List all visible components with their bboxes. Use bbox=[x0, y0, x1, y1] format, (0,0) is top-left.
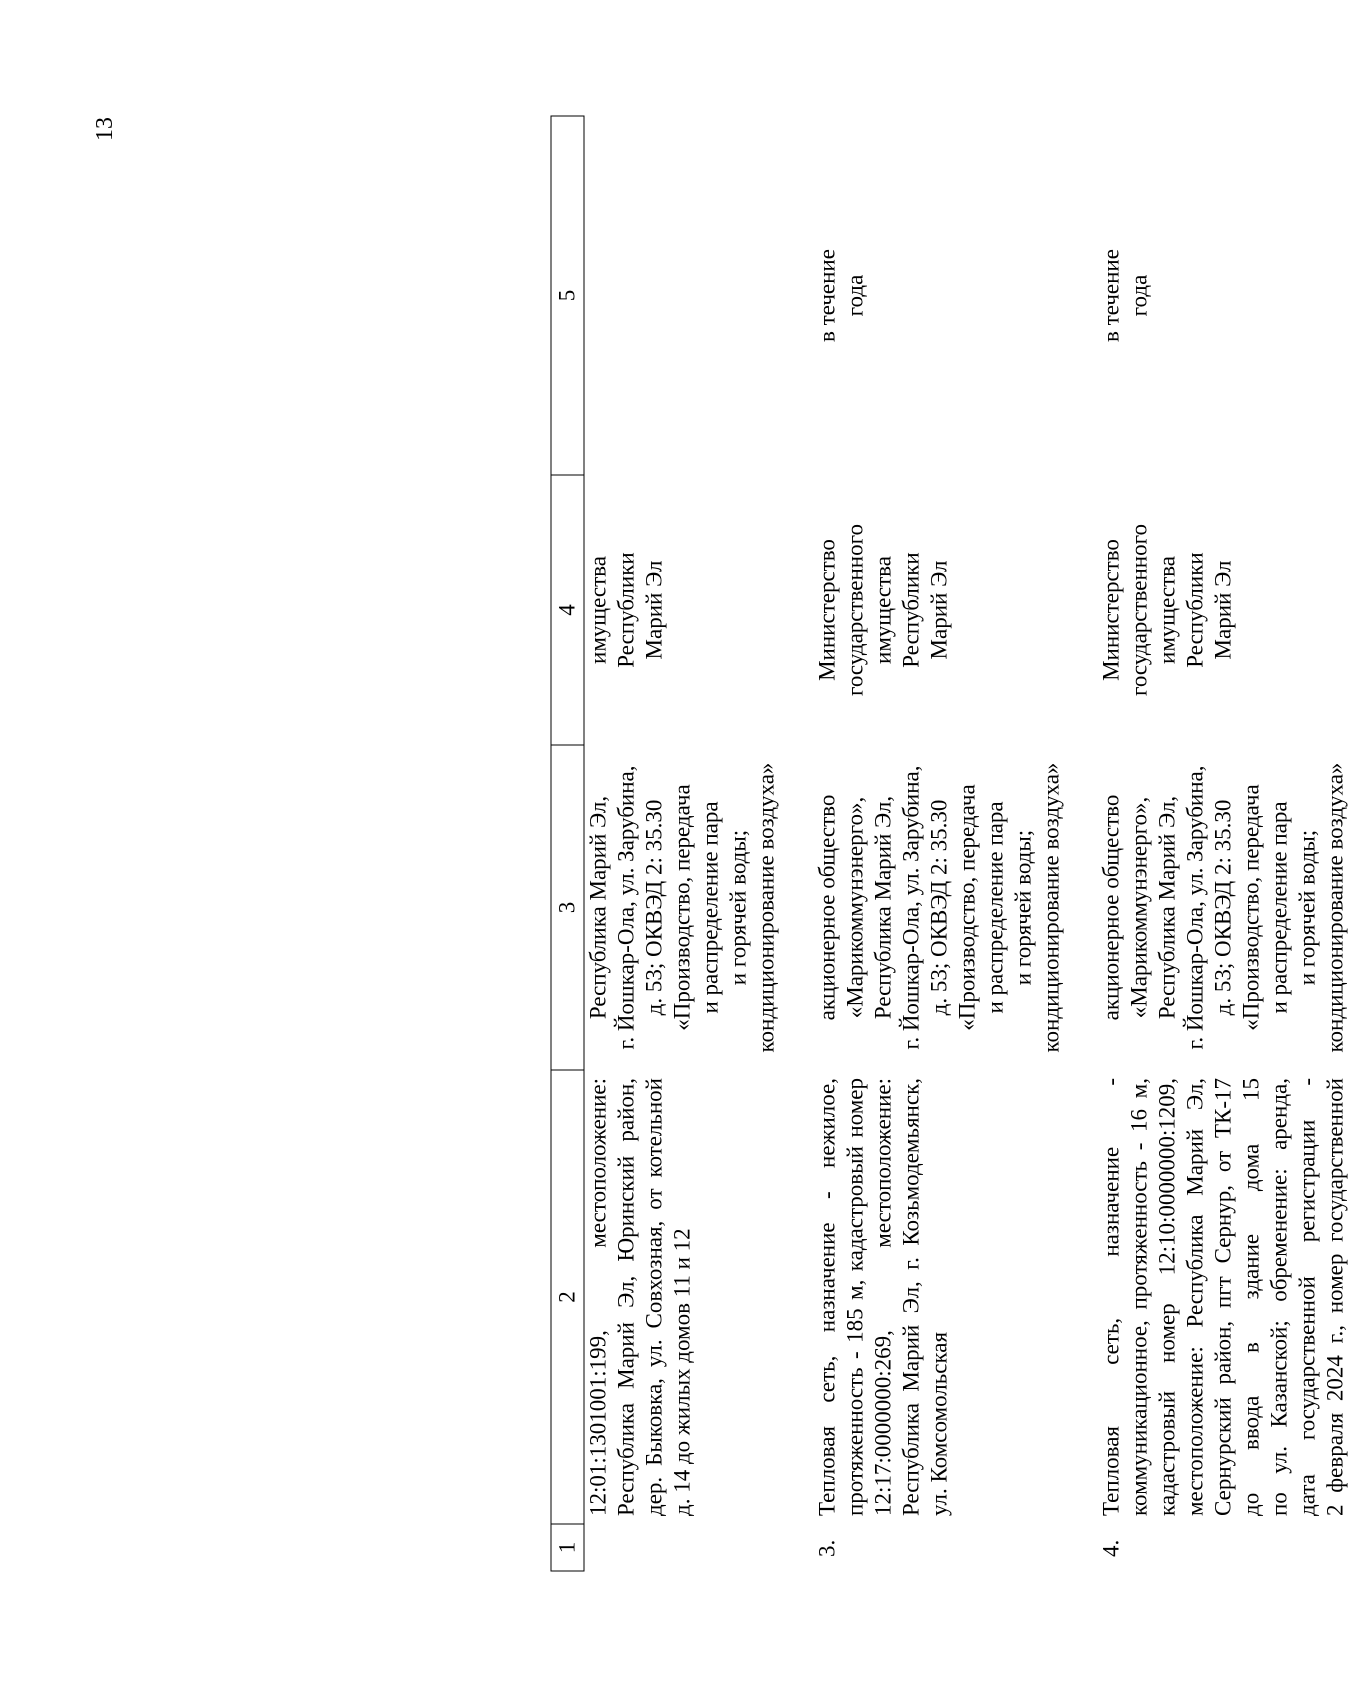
deadline: в течение года bbox=[1098, 248, 1151, 342]
description-line: 12:17:0000000:269, местоположение: bbox=[870, 1077, 895, 1516]
column-header-2: 2 bbox=[551, 1070, 584, 1524]
description-line: дата государственной регистрации - bbox=[1294, 1077, 1319, 1516]
deadline bbox=[584, 116, 808, 475]
responsible-body: Министерство государственного имущества Республики Марий Эл bbox=[814, 523, 951, 696]
object-description bbox=[807, 1070, 1091, 1524]
property-table bbox=[550, 115, 1349, 1571]
description-line: коммуникационное, протяженность - 16 м, bbox=[1126, 1077, 1151, 1516]
table-row bbox=[1091, 116, 1349, 1571]
table-row bbox=[584, 116, 808, 1571]
responsible-body: имущества Республики Марий Эл bbox=[585, 551, 666, 668]
rights-holder: акционерное общество «Марикоммунэнерго», Республика Марий Эл, г. Йошкар-Ола, ул. Зарубина, д. 53; ОКВЭД 2: 35.30 «Производство, передача и распределение пара и горячей воды; кондиционирование воздуха» bbox=[814, 762, 1063, 1052]
rights-holder: акционерное общество «Марикоммунэнерго», Республика Марий Эл, г. Йошкар-Ола, ул. Зарубина, д. 53; ОКВЭД 2: 35.30 «Производство, передача и распределение пара и горячей воды; кондиционирование воздуха» bbox=[1098, 762, 1347, 1052]
object-description bbox=[584, 1070, 808, 1524]
row-number bbox=[584, 1524, 808, 1571]
column-header-5: 5 bbox=[551, 116, 584, 475]
page-number: 13 bbox=[92, 117, 118, 141]
deadline: в течение года bbox=[814, 248, 867, 342]
row-number: 4. bbox=[1098, 1539, 1123, 1557]
responsible-body: Министерство государственного имущества Республики Марий Эл bbox=[1098, 523, 1235, 696]
header-row bbox=[551, 116, 584, 1571]
description-line: Тепловая сеть, назначение - bbox=[1098, 1077, 1123, 1516]
rotated-table-container bbox=[550, 116, 1347, 1571]
description-line: до ввода в здание дома 15 bbox=[1238, 1077, 1263, 1516]
description-line: по ул. Казанской; обременение: аренда, bbox=[1266, 1077, 1291, 1516]
description-line: Тепловая сеть, назначение - нежилое, bbox=[814, 1077, 839, 1516]
description-line: дер. Быковка, ул. Совхозная, от котельной bbox=[641, 1077, 666, 1516]
description-line: Сернурский район, пгт Сернур, от ТК-17 bbox=[1210, 1077, 1235, 1516]
row-number: 3. bbox=[814, 1539, 839, 1557]
description-line: кадастровый номер 12:10:0000000:1209, bbox=[1154, 1077, 1179, 1516]
description-line: 2 февраля 2024 г., номер государственной bbox=[1322, 1077, 1347, 1516]
object-description bbox=[1091, 1070, 1349, 1524]
column-header-4: 4 bbox=[551, 475, 584, 745]
description-line: ул. Комсомольская bbox=[926, 1331, 951, 1516]
column-header-3: 3 bbox=[551, 745, 584, 1070]
description-line: Республика Марий Эл, г. Козьмодемьянск, bbox=[898, 1077, 923, 1516]
description-line: 12:01:1301001:199, местоположение: bbox=[585, 1077, 610, 1516]
table-row bbox=[807, 116, 1091, 1571]
rights-holder: Республика Марий Эл, г. Йошкар-Ола, ул. Зарубина, д. 53; ОКВЭД 2: 35.30 «Производство, передача и распределение пара и горячей воды; кондиционирование воздуха» bbox=[585, 762, 778, 1052]
description-line: д. 14 до жилых домов 11 и 12 bbox=[669, 1227, 694, 1516]
column-header-1: 1 bbox=[551, 1524, 584, 1571]
description-line: Республика Марий Эл, Юринский район, bbox=[613, 1077, 638, 1516]
description-line: местоположение: Республика Марий Эл, bbox=[1182, 1077, 1207, 1516]
description-line: протяженность - 185 м, кадастровый номер bbox=[842, 1077, 867, 1516]
